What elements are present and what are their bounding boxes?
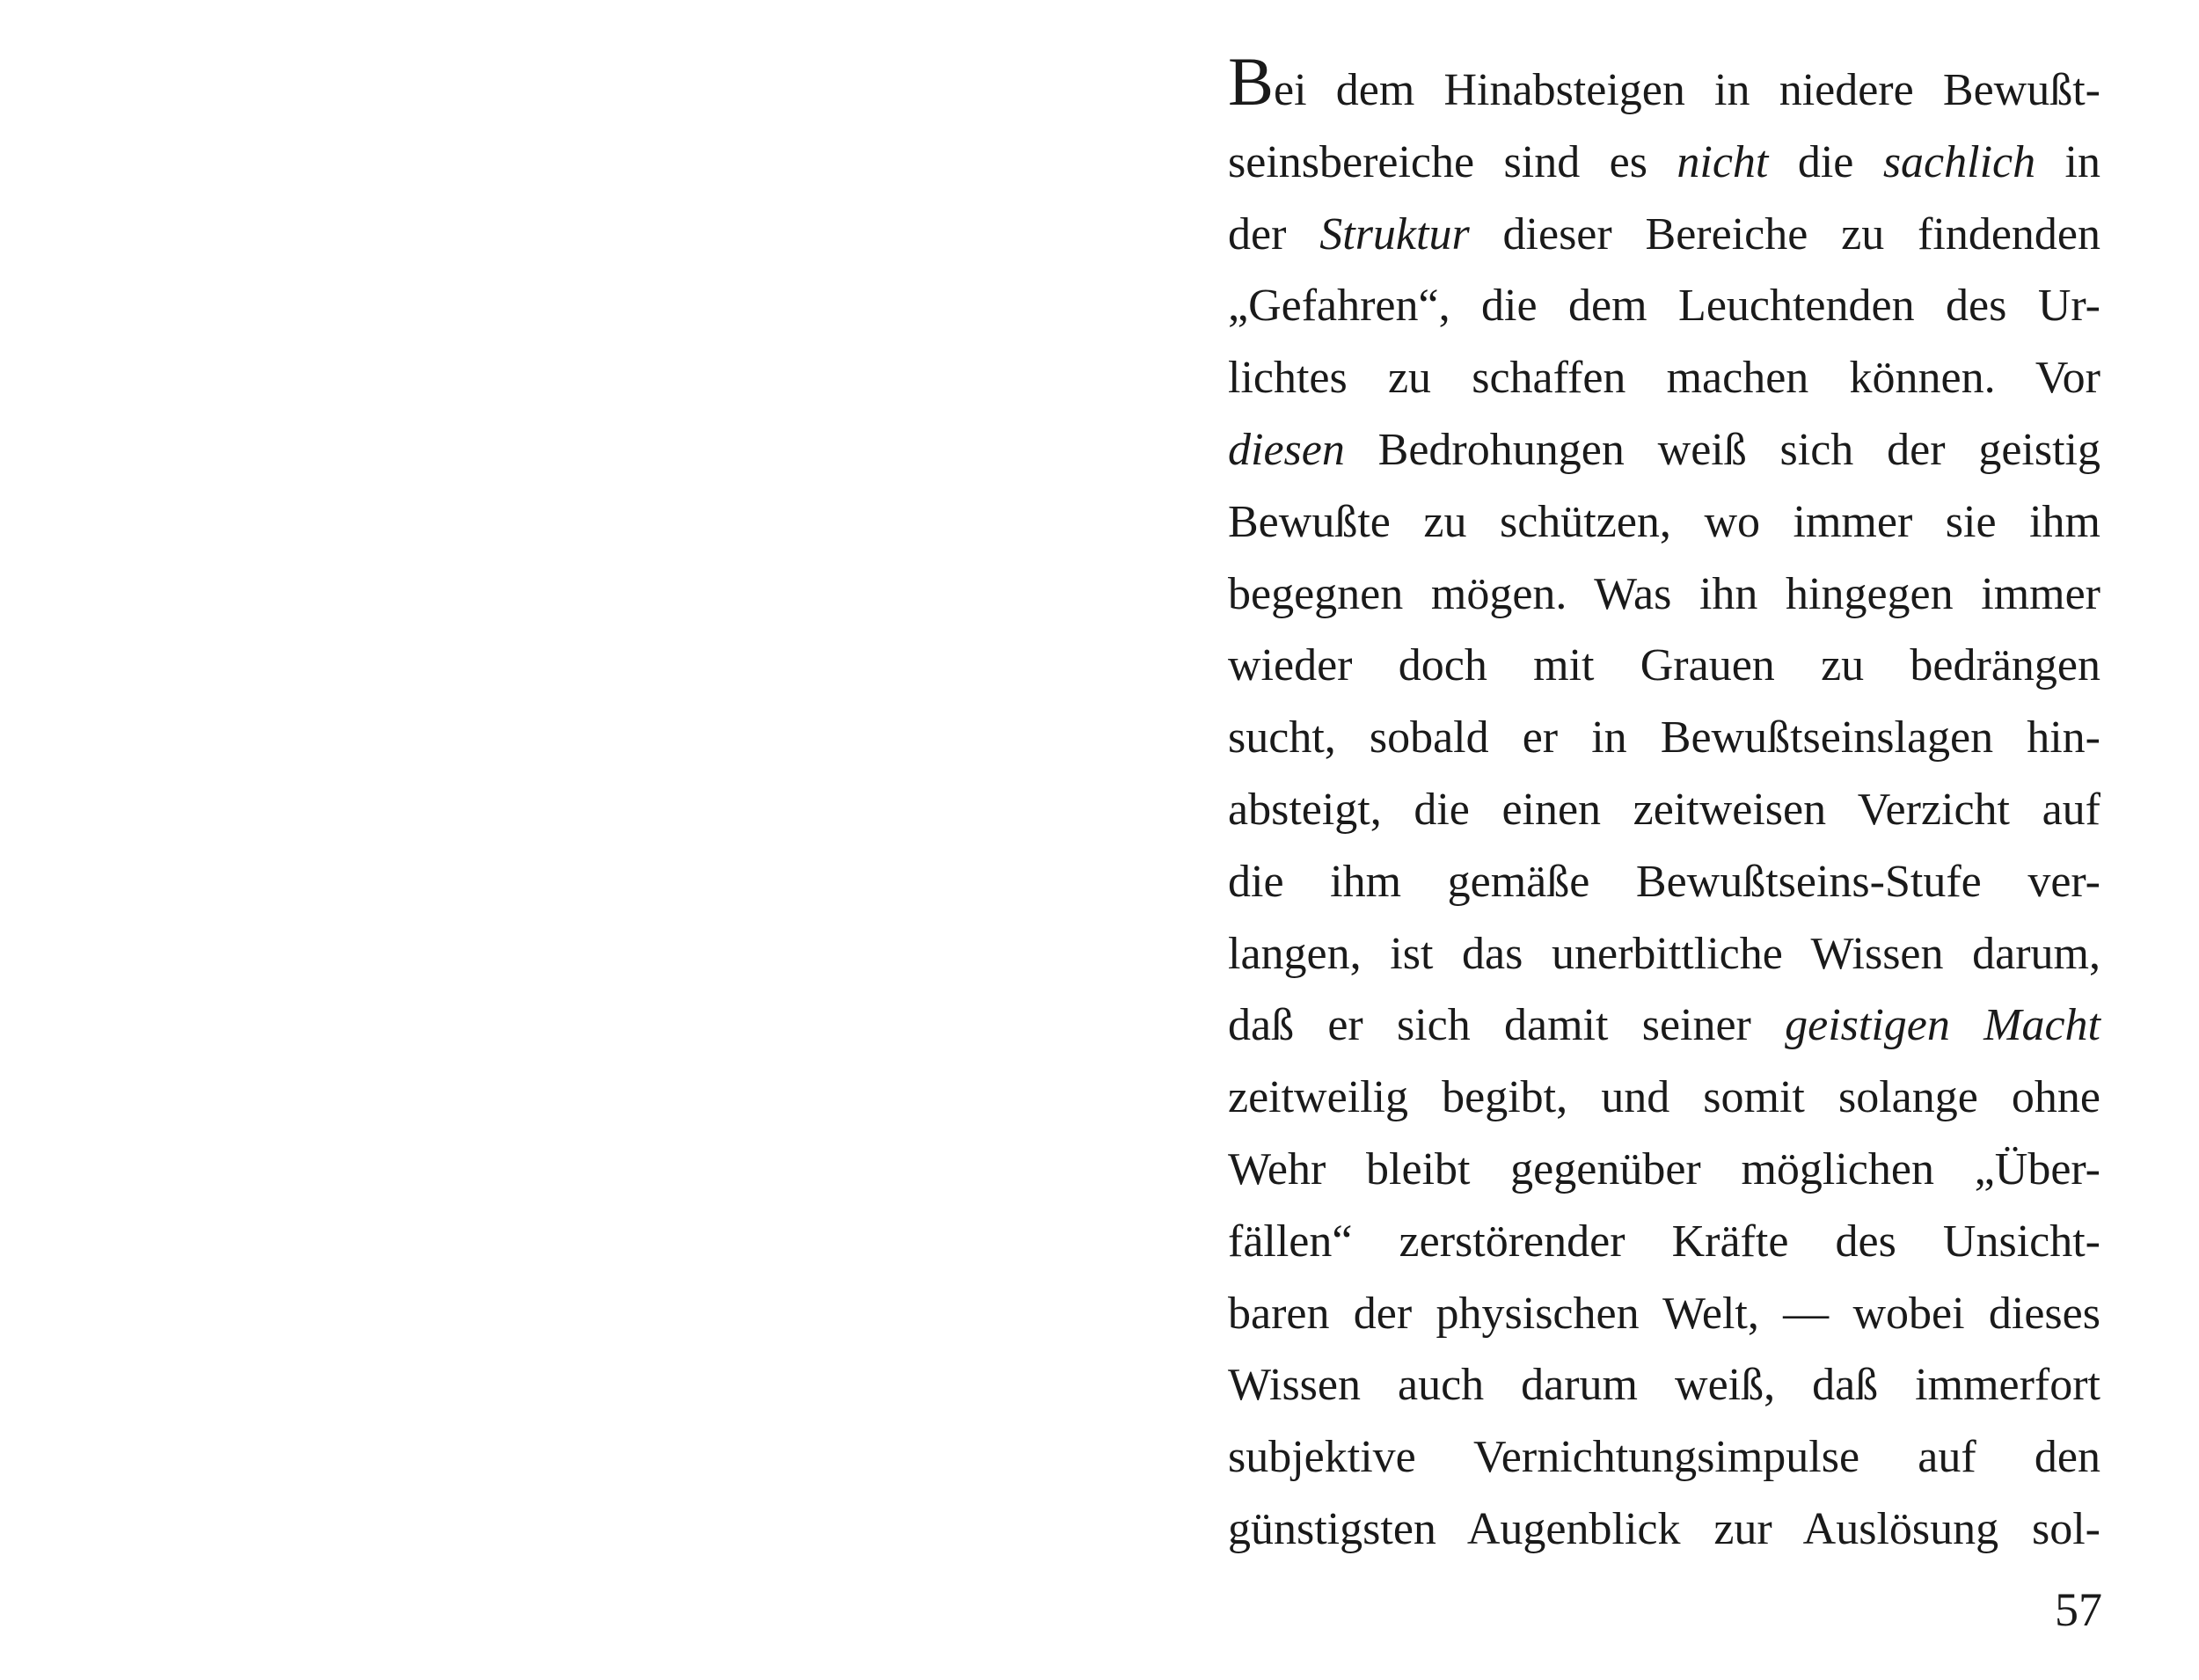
text-segment: wieder doch mit Grauen zu bedrängen	[1228, 640, 2100, 691]
drop-cap: B	[1228, 43, 1275, 120]
text-segment: Wissen auch darum weiß, daß immerfort	[1228, 1360, 2100, 1411]
emphasis-text: sachlich	[1882, 136, 2036, 187]
text-segment: langen, ist das unerbittliche Wissen darum,	[1228, 928, 2100, 979]
text-segment: baren der physischen Welt, — wobei dieses	[1228, 1288, 2100, 1339]
text-line	[1228, 774, 2100, 846]
text-segment: begegnen mögen. Was ihn hingegen immer	[1228, 568, 2100, 619]
text-segment: fällen“ zerstörender Kräfte des Unsicht-	[1228, 1216, 2100, 1267]
text-line	[1228, 1278, 2100, 1350]
text-segment: in	[2035, 136, 2100, 187]
text-line	[1228, 990, 2100, 1062]
text-segment: dieser Bereiche zu findenden	[1469, 208, 2100, 259]
text-segment: „Gefahren“, die dem Leuchtenden des Ur-	[1228, 281, 2100, 332]
text-segment: günstigsten Augenblick zur Auslösung sol-	[1228, 1503, 2100, 1554]
text-segment: Bewußte zu schützen, wo immer sie ihm	[1228, 496, 2100, 547]
text-segment: zeitweilig begibt, und somit solange ohne	[1228, 1072, 2100, 1123]
text-line	[1228, 127, 2100, 199]
body-text	[1228, 43, 2100, 1566]
text-line	[1228, 342, 2100, 414]
emphasis-text: Struktur	[1319, 208, 1470, 259]
text-segment: Wehr bleibt gegenüber möglichen „Über-	[1228, 1143, 2100, 1194]
text-line	[1228, 1349, 2100, 1421]
emphasis-text: geistigen Macht	[1785, 1000, 2100, 1051]
text-segment: ei dem Hinabsteigen in niedere Bewußt-	[1274, 65, 2100, 115]
text-segment: der	[1228, 208, 1320, 259]
text-line	[1228, 1206, 2100, 1278]
text-line	[1228, 702, 2100, 774]
text-line	[1228, 559, 2100, 631]
text-segment: die	[1768, 136, 1883, 187]
text-segment: daß er sich damit seiner	[1228, 1000, 1786, 1051]
text-segment: seinsbereiche sind es	[1228, 136, 1677, 187]
text-segment: lichtes zu schaffen machen können. Vor	[1228, 353, 2100, 404]
page-number: 57	[2055, 1583, 2102, 1636]
text-line	[1228, 918, 2100, 990]
right-page	[1100, 0, 2199, 1680]
emphasis-text: diesen	[1228, 424, 1345, 475]
text-line	[1228, 846, 2100, 918]
text-line	[1228, 1421, 2100, 1494]
text-line	[1228, 1494, 2100, 1566]
text-line	[1228, 486, 2100, 559]
emphasis-text: nicht	[1677, 136, 1769, 187]
text-line	[1228, 414, 2100, 486]
text-segment: subjektive Vernichtungsimpulse auf den	[1228, 1432, 2100, 1483]
text-line	[1228, 630, 2100, 702]
text-line	[1228, 199, 2100, 271]
text-segment: Bedrohungen weiß sich der geistig	[1344, 424, 2100, 475]
text-line	[1228, 270, 2100, 342]
text-line	[1228, 1062, 2100, 1134]
text-line	[1228, 43, 2100, 127]
text-segment: absteigt, die einen zeitweisen Verzicht auf	[1228, 784, 2100, 835]
text-segment: die ihm gemäße Bewußtseins-Stufe ver-	[1228, 856, 2100, 907]
text-line	[1228, 1134, 2100, 1206]
text-segment: sucht, sobald er in Bewußtseinslagen hin-	[1228, 712, 2100, 763]
